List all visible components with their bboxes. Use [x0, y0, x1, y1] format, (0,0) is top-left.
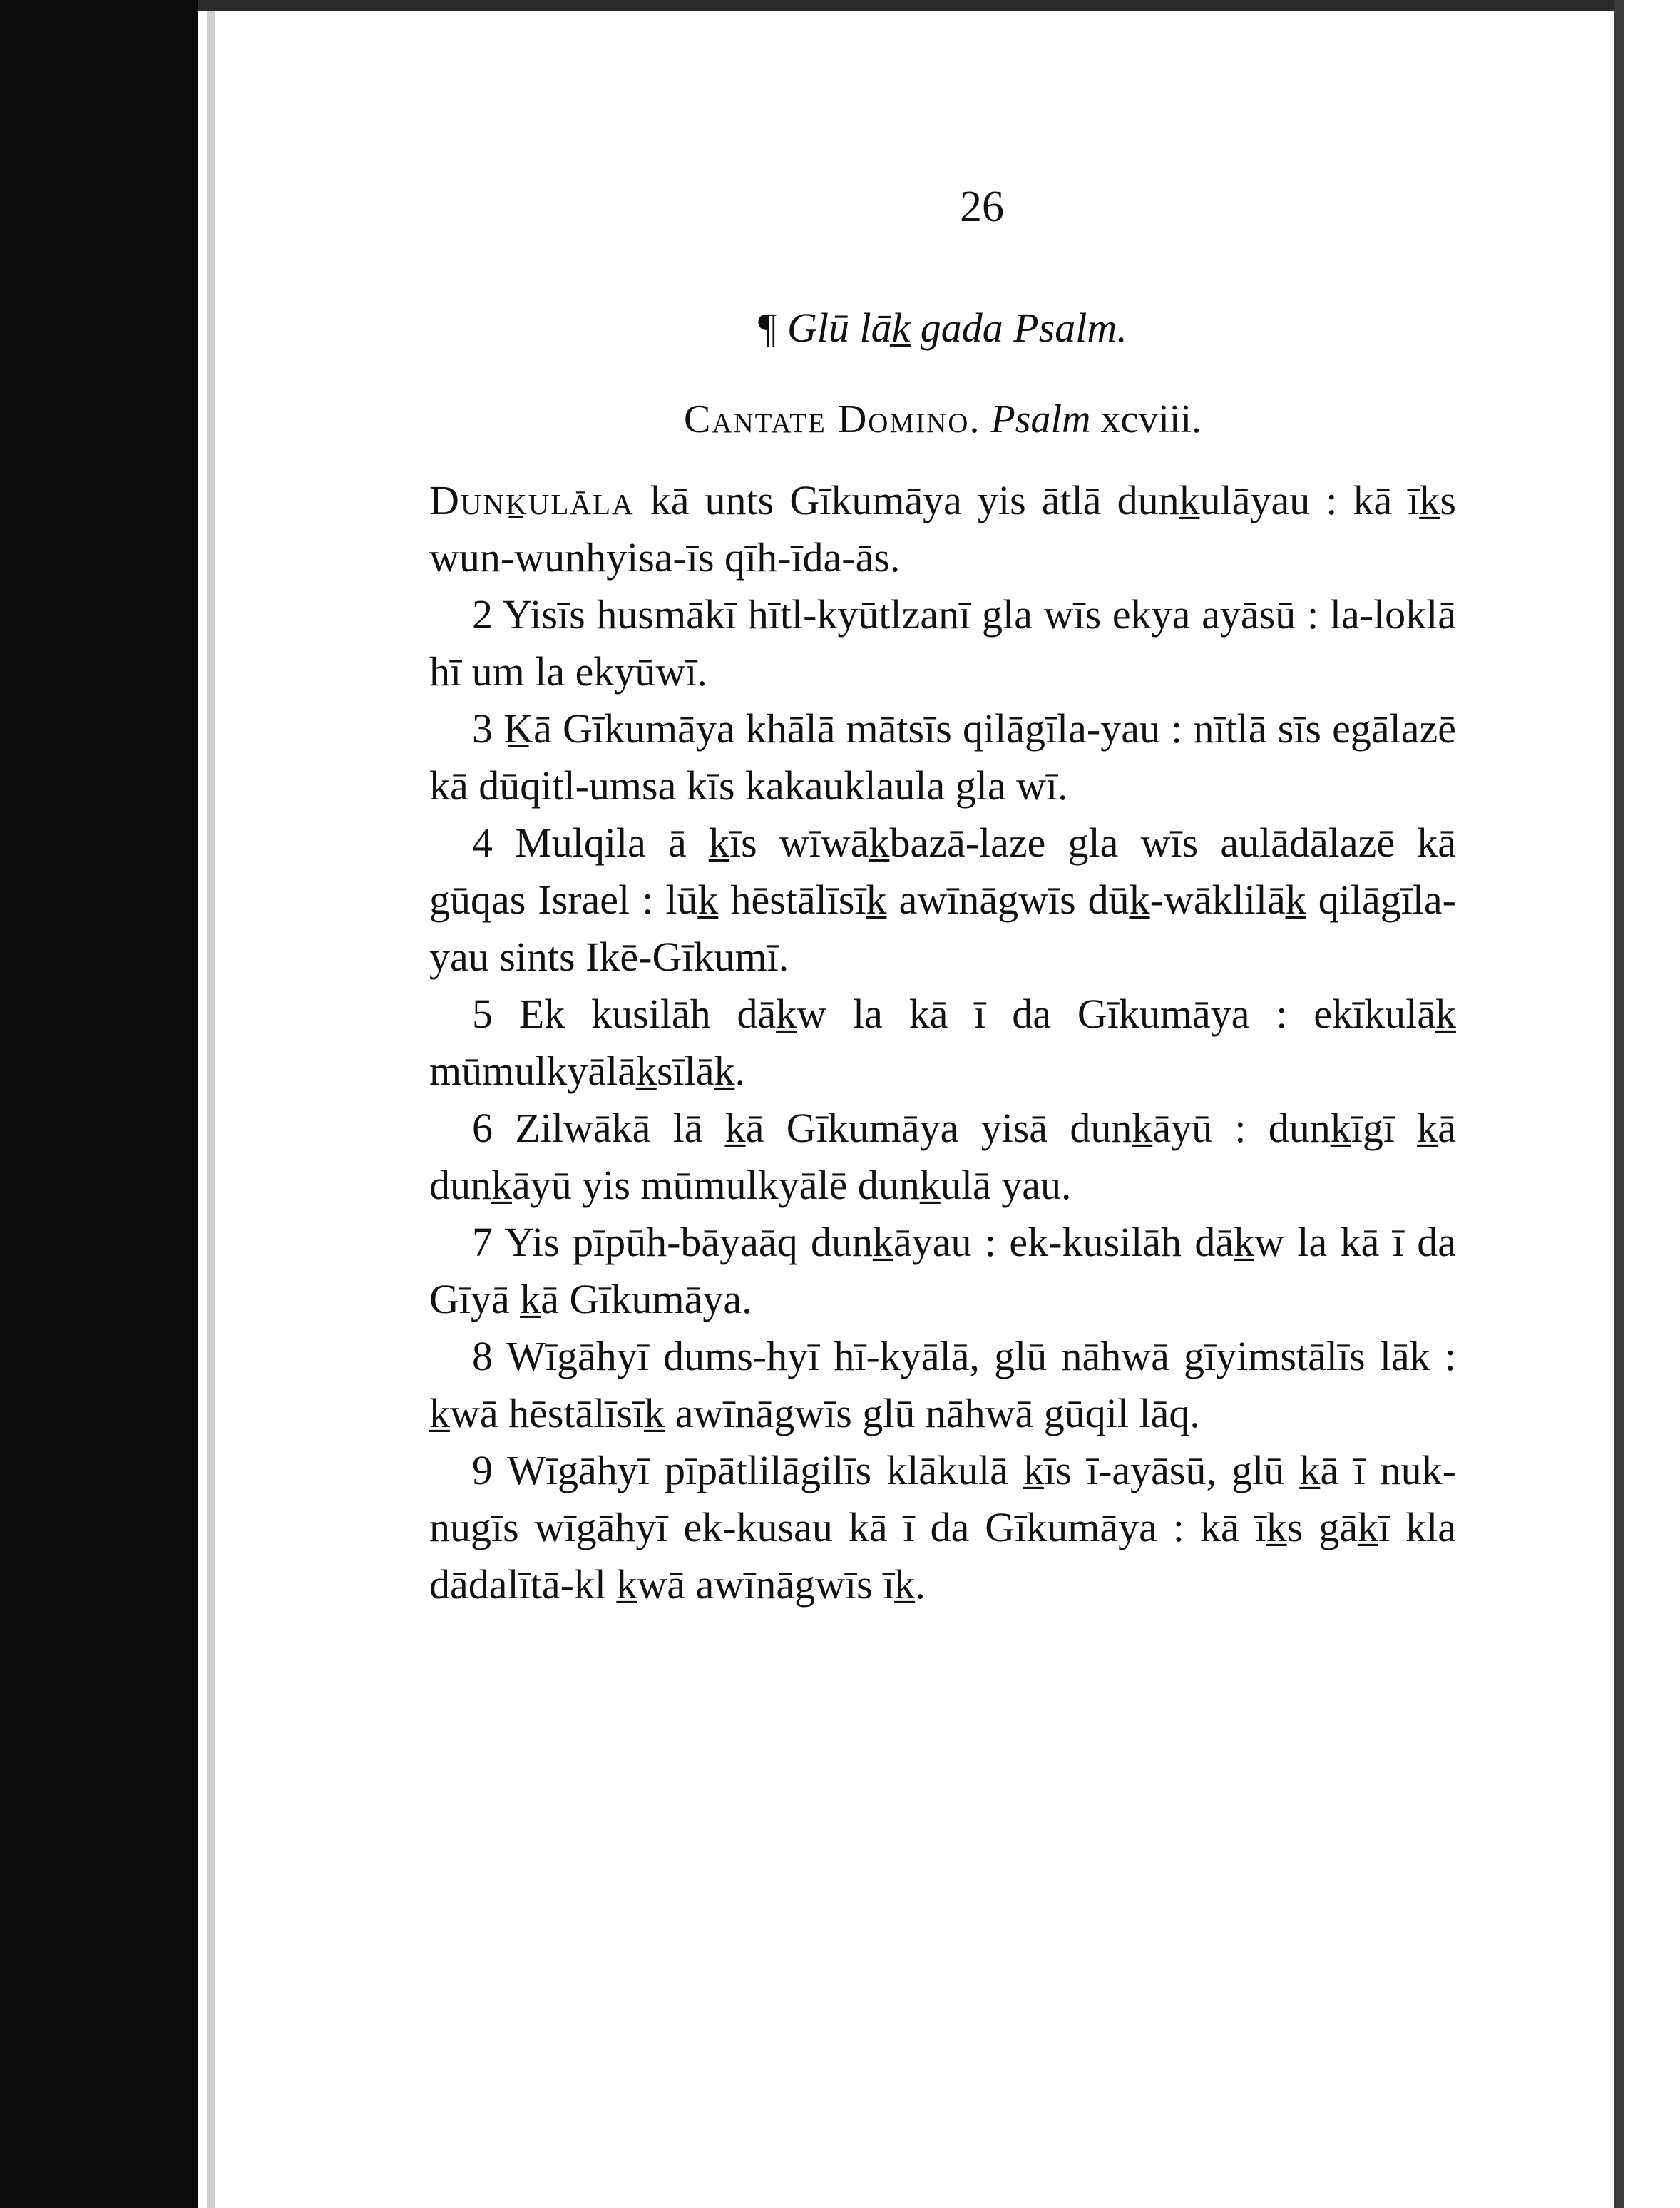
page-number: 26 [960, 183, 1004, 231]
verse-6: 6 Zilwākā lā k̲ā Gīkumāya yisā dunk̲āyū : dunk̲īgī k̲ā dunk̲āyū yis mūmulkyālē dunk̲ulā yau. [429, 1105, 1456, 1208]
page-content [429, 178, 1456, 1613]
section-heading [429, 300, 1456, 357]
verse-1-text: kā unts Gīkumāya yis ātlā dunk̲ulāyau : kā īk̲s wun-wunhyisa-īs qīh-īda-ās. [429, 477, 1456, 581]
verse-8: 8 Wīgāhyī dums-hyī hī-kyālā, glū nāhwā gīyimstālīs lāk : k̲wā hēstālīsīk̲ awīnāgwīs glū nāhwā gūqil lāq. [429, 1333, 1456, 1436]
verse-1 [429, 472, 1456, 586]
verse-9: 9 Wīgāhyī pīpātlilāgilīs klākulā k̲īs ī-ayāsū, glū k̲ā ī nuk-nugīs wīgāhyī ek-kusau kā ī da Gīkumāya : kā īk̲s gāk̲ī kla dādalītā-kl k̲wā awīnāgwīs īk̲. [429, 1447, 1456, 1608]
verse-1-first-word: Dunk̲ulāla [429, 477, 635, 523]
verse-3: 3 K̲ā Gīkumāya khālā mātsīs qilāgīla-yau : nītlā sīs egālazē kā dūqitl-umsa kīs kakauklaula gla wī. [429, 705, 1456, 809]
scan-top-edge [198, 0, 1614, 11]
psalm-label: Psalm [990, 397, 1091, 441]
section-title: Glū lāk̲ gada Psalm. [787, 305, 1127, 351]
verse-2: 2 Yisīs husmākī hītl-kyūtlzanī gla wīs ekya ayāsū : la-loklā hī um la ekyūwī. [429, 591, 1456, 695]
psalm-number: xcviii. [1100, 397, 1202, 441]
scan-right-margin [1614, 0, 1680, 2208]
verse-5: 5 Ek kusilāh dāk̲w la kā ī da Gīkumāya : ekīkulāk̲ mūmulkyālāk̲sīlāk̲. [429, 991, 1456, 1094]
pilcrow-mark: ¶ [758, 305, 777, 351]
verse-4: 4 Mulqila ā k̲īs wīwāk̲bazā-laze gla wīs aulādālazē kā gūqas Israel : lūk̲ hēstālīsīk̲ awīnāgwīs dūk̲-wāklilāk̲ qilāgīla-yau sints Ikē-Gīkumī. [429, 819, 1456, 980]
scan-left-margin [0, 0, 198, 2208]
scan-left-edge-rule [207, 0, 215, 2208]
psalm-subheading [429, 391, 1456, 448]
latin-incipit: Cantate Domino. [684, 397, 981, 441]
verse-7: 7 Yis pīpūh-bāyaāq dunk̲āyau : ek-kusilāh dāk̲w la kā ī da Gīyā k̲ā Gīkumāya. [429, 1219, 1456, 1322]
